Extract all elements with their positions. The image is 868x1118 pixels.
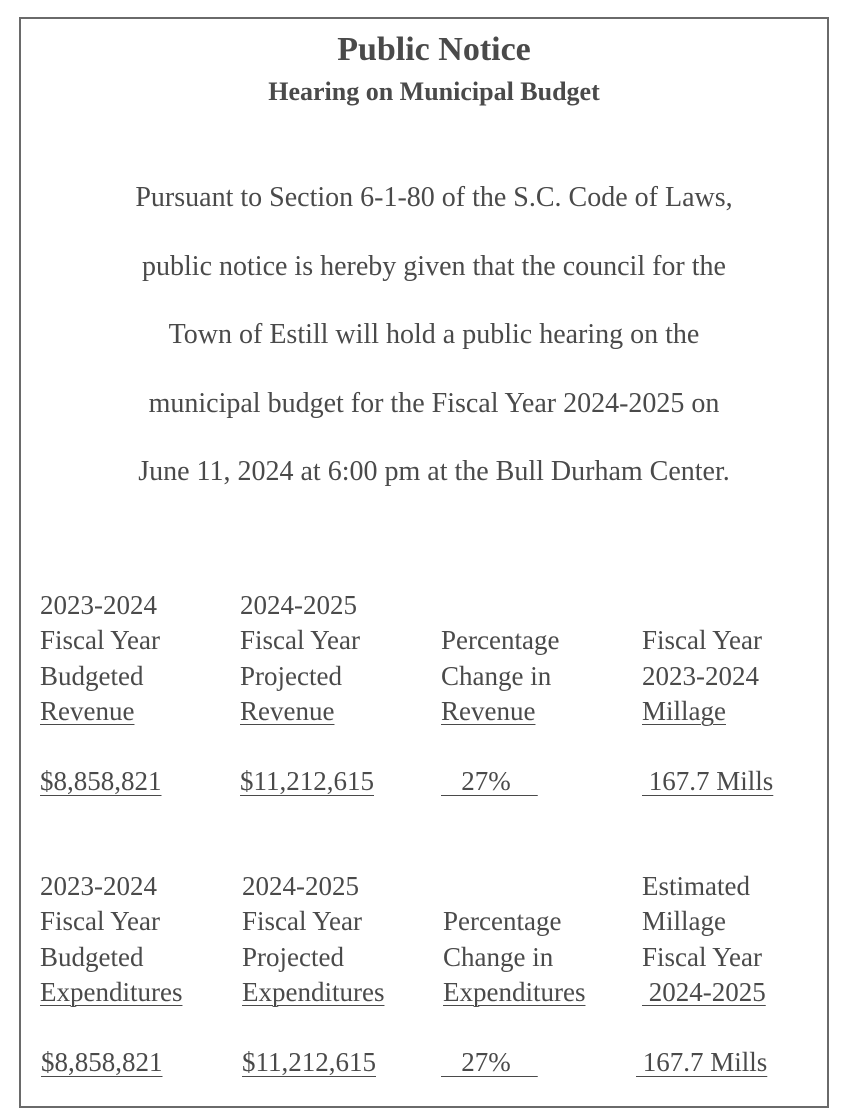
header-line bbox=[441, 588, 559, 623]
revenue-header-millage bbox=[642, 588, 762, 729]
header-line: Change in bbox=[443, 941, 554, 972]
revenue-value-millage: 167.7 Mills bbox=[642, 766, 774, 796]
revenue-header-percentage bbox=[441, 588, 559, 729]
paragraph-line: public notice is hereby given that the council for the bbox=[142, 250, 726, 282]
header-line-underlined: Revenue bbox=[240, 695, 335, 726]
header-line: 2024-2025 bbox=[240, 590, 357, 620]
header-line: Fiscal Year bbox=[242, 906, 362, 937]
expenditure-value-projected: $11,212,615 bbox=[242, 1047, 376, 1077]
header-line: 2023-2024 bbox=[642, 660, 759, 691]
header-line: Projected bbox=[242, 941, 344, 972]
header-line-underlined: Expenditures bbox=[40, 976, 183, 1007]
paragraph-line: Town of Estill will hold a public hearing on the bbox=[168, 319, 700, 350]
header-line: Fiscal Year bbox=[642, 941, 762, 972]
notice-paragraph bbox=[0, 176, 868, 519]
expenditure-value-budgeted: $8,858,821 bbox=[41, 1047, 163, 1077]
header-line: Projected bbox=[240, 660, 342, 691]
header-line: Change in bbox=[441, 660, 552, 691]
revenue-value-projected: $11,212,615 bbox=[240, 766, 374, 796]
header-line-underlined: Revenue bbox=[441, 695, 536, 726]
header-line: Estimated bbox=[642, 871, 750, 901]
header-line-underlined: Expenditures bbox=[443, 976, 586, 1007]
header-line bbox=[443, 869, 585, 904]
expenditure-header-percentage bbox=[443, 869, 585, 1010]
revenue-header-budgeted bbox=[40, 588, 160, 729]
header-line-underlined: Revenue bbox=[40, 695, 135, 726]
header-line: Budgeted bbox=[40, 660, 144, 691]
paragraph-line: municipal budget for the Fiscal Year 2024-2025 on bbox=[148, 387, 720, 419]
header-line: 2024-2025 bbox=[242, 871, 359, 901]
revenue-value-percentage: 27% bbox=[441, 766, 538, 796]
header-line: Fiscal Year bbox=[40, 625, 160, 656]
notice-title: Public Notice bbox=[337, 31, 531, 68]
expenditure-header-millage bbox=[642, 869, 766, 1010]
header-line bbox=[642, 588, 762, 623]
header-line: Millage bbox=[642, 906, 726, 937]
expenditure-value-millage: 167.7 Mills bbox=[636, 1047, 768, 1077]
header-line: Percentage bbox=[443, 906, 562, 937]
header-line: 2023-2024 bbox=[40, 590, 157, 620]
notice-subtitle: Hearing on Municipal Budget bbox=[268, 77, 600, 106]
header-line: Budgeted bbox=[40, 941, 144, 972]
paragraph-line: June 11, 2024 at 6:00 pm at the Bull Durham Center. bbox=[138, 456, 730, 487]
header-line: Fiscal Year bbox=[240, 625, 360, 656]
expenditure-value-percentage: 27% bbox=[441, 1047, 538, 1077]
revenue-value-budgeted: $8,858,821 bbox=[40, 766, 162, 796]
expenditure-header-projected bbox=[242, 869, 384, 1010]
header-line: Fiscal Year bbox=[40, 906, 160, 937]
header-line-underlined: Millage bbox=[642, 695, 726, 726]
paragraph-line: Pursuant to Section 6-1-80 of the S.C. Code of Laws, bbox=[135, 182, 733, 213]
header-line: Percentage bbox=[441, 625, 560, 656]
expenditure-header-budgeted bbox=[40, 869, 182, 1010]
revenue-header-projected bbox=[240, 588, 360, 729]
header-line: Fiscal Year bbox=[642, 625, 762, 656]
header-line-underlined: 2024-2025 bbox=[642, 976, 766, 1007]
header-line-underlined: Expenditures bbox=[242, 976, 385, 1007]
header-line: 2023-2024 bbox=[40, 871, 157, 901]
